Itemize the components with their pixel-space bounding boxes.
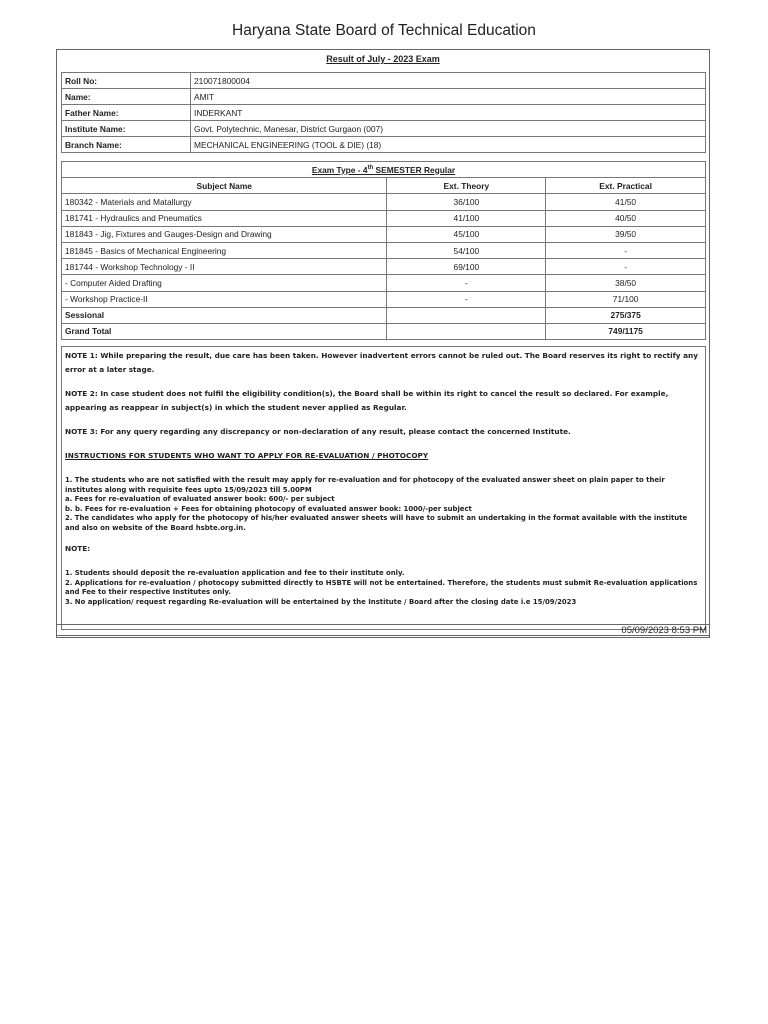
info-row-branch [62, 137, 706, 153]
info-value: INDERKANT [191, 105, 706, 121]
note-item: 1. Students should deposit the re-evaluation application and fee to their institute only. [65, 569, 405, 577]
instructions-heading: INSTRUCTIONS FOR STUDENTS WHO WANT TO APPLY FOR RE-EVALUATION / PHOTOCOPY [65, 451, 429, 460]
note-1: NOTE 1: While preparing the result, due care has been taken. However inadvertent errors cannot be ruled out. The Board reserves its right to rectify any error at a later stage. [65, 351, 698, 374]
table-row [62, 291, 706, 307]
theory-marks: - [387, 275, 546, 291]
note-item: 2. Applications for re-evaluation / photocopy submitted directly to HSBTE will not be entertained. Therefore, the students must submit Re-evaluation applications and Fee to their respective Institutes only. [65, 578, 698, 596]
sessional-theory [387, 307, 546, 323]
theory-marks: 45/100 [387, 226, 546, 242]
practical-marks: 38/50 [546, 275, 706, 291]
subject-name: - Workshop Practice-II [62, 291, 387, 307]
practical-marks: 40/50 [546, 210, 706, 226]
sessional-row [62, 307, 706, 323]
note-item: 3. No application/ request regarding Re-evaluation will be entertained by the Institute / Board after the closing date i.e 15/09/2023 [65, 597, 577, 606]
note-2: NOTE 2: In case student does not fulfil the eligibility condition(s), the Board shall be within its right to cancel the result so declared. For example, appearing as reappear in subject(s) in which the student never applied as Regular. [65, 389, 669, 412]
instruction-item: 2. The candidates who apply for the photocopy of his/her evaluated answer sheets will have to submit an undertaking in the format available with the institute and also on website of the Board hsbte.org.in. [65, 514, 688, 532]
instruction-item: a. Fees for re-evaluation of evaluated answer book: 600/- per subject [65, 495, 335, 503]
info-value: MECHANICAL ENGINEERING (TOOL & DIE) (18) [191, 137, 706, 153]
marks-table [61, 161, 706, 340]
theory-marks: 69/100 [387, 259, 546, 275]
subject-name: 181744 - Workshop Technology - II [62, 259, 387, 275]
instruction-item: b. b. Fees for re-evaluation + Fees for obtaining photocopy of evaluated answer book: 1000/-per subject [65, 504, 472, 513]
student-info-table [61, 72, 706, 153]
info-label: Institute Name: [62, 121, 191, 137]
table-row [62, 275, 706, 291]
practical-marks: 71/100 [546, 291, 706, 307]
info-label: Branch Name: [62, 137, 191, 153]
info-value: 210071800004 [191, 73, 706, 89]
info-label: Roll No: [62, 73, 191, 89]
instruction-item: 1. The students who are not satisfied with the result may apply for re-evaluation and for photocopy of the evaluated answer sheet on plain paper to their institutes along with requisite fees upto 15/09/2023 till 5.00PM [65, 476, 665, 494]
grand-total-label: Grand Total [62, 323, 387, 339]
info-row-institute [62, 121, 706, 137]
practical-marks: - [546, 259, 706, 275]
theory-marks: 54/100 [387, 242, 546, 258]
table-row [62, 210, 706, 226]
info-label: Name: [62, 89, 191, 105]
subject-name: 180342 - Materials and Matallurgy [62, 194, 387, 210]
sessional-label: Sessional [62, 307, 387, 323]
info-label: Father Name: [62, 105, 191, 121]
theory-marks: - [387, 291, 546, 307]
subject-name: - Computer Aided Drafting [62, 275, 387, 291]
info-row-roll [62, 73, 706, 89]
exam-type-prefix: Exam Type - 4 [311, 164, 368, 175]
exam-type [62, 162, 706, 178]
subject-name: 181843 - Jig, Fixtures and Gauges-Design and Drawing [62, 226, 387, 242]
info-value: Govt. Polytechnic, Manesar, District Gurgaon (007) [191, 121, 706, 137]
table-row [62, 242, 706, 258]
marks-header-row [62, 178, 706, 194]
column-header: Subject Name [62, 178, 387, 194]
page-title: Haryana State Board of Technical Education [232, 22, 536, 39]
column-header: Ext. Practical [546, 178, 706, 194]
practical-marks: 41/50 [546, 194, 706, 210]
grand-total-theory [387, 323, 546, 339]
timestamp: 05/09/2023 8:53 PM [56, 624, 710, 638]
note-heading: NOTE: [65, 544, 91, 553]
info-row-name [62, 89, 706, 105]
practical-marks: - [546, 242, 706, 258]
grand-total-row [62, 323, 706, 339]
subject-name: 181741 - Hydraulics and Pneumatics [62, 210, 387, 226]
table-row [62, 194, 706, 210]
theory-marks: 41/100 [387, 210, 546, 226]
exam-type-sup: th [367, 164, 374, 171]
theory-marks: 36/100 [387, 194, 546, 210]
result-heading: Result of July - 2023 Exam [326, 54, 440, 64]
exam-type-suffix: SEMESTER Regular [373, 164, 456, 175]
note-3: NOTE 3: For any query regarding any discrepancy or non-declaration of any result, please contact the concerned Institute. [65, 427, 571, 436]
table-row [62, 259, 706, 275]
practical-marks: 39/50 [546, 226, 706, 242]
notes-section [61, 346, 706, 630]
info-row-father [62, 105, 706, 121]
result-frame [56, 49, 710, 636]
info-value: AMIT [191, 89, 706, 105]
column-header: Ext. Theory [387, 178, 546, 194]
exam-type-row [62, 162, 706, 178]
table-row [62, 226, 706, 242]
sessional-practical: 275/375 [546, 307, 706, 323]
grand-total-value: 749/1175 [546, 323, 706, 339]
subject-name: 181845 - Basics of Mechanical Engineering [62, 242, 387, 258]
